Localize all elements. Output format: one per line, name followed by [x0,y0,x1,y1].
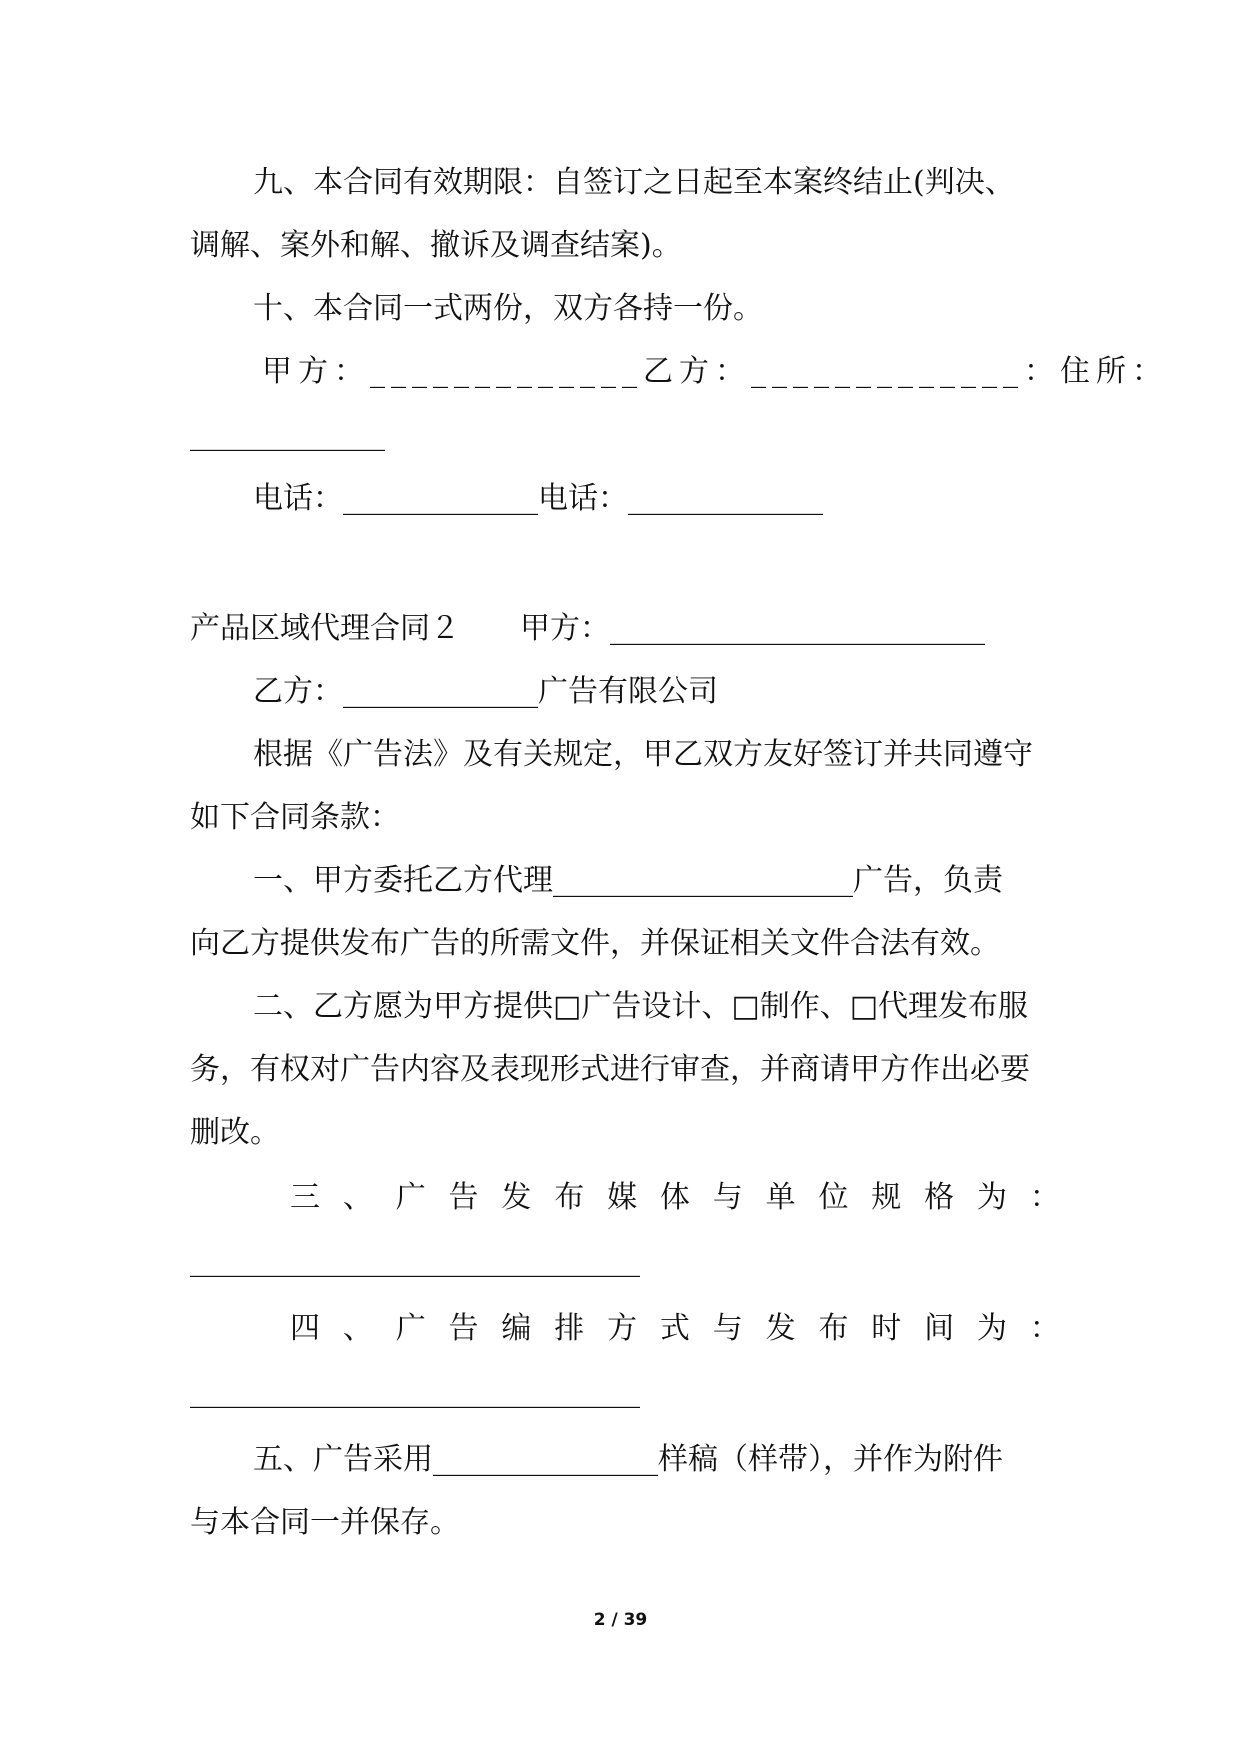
intro-line2: 如下合同条款： [190,800,400,835]
clause3-char: 体 [659,1180,690,1215]
clause4-char: 方 [607,1311,638,1346]
page-number: 2 / 39 [593,1610,648,1630]
clause3-char: 布 [554,1180,585,1215]
clause2-line2: 务，有权对广告内容及表现形式进行审查，并商请甲方作出必要 [190,1052,1030,1087]
clause1-line1: 一、甲方委托乙方代理____________________广告，负责 [253,863,1003,898]
clause4-blank: ______________________________ [190,1374,640,1409]
clause4-char: 广 [395,1311,426,1346]
clause3-char: 广 [395,1180,426,1215]
clause3-char: 格 [924,1180,955,1215]
contract2-header: 产品区域代理合同２ 甲方：_________________________ [190,611,985,646]
party-line1: 甲方：_____________乙方：_____________：住所： [262,354,1168,389]
clause4-char: 为 [976,1311,1007,1346]
clause9-line1: 九、本合同有效期限：自签订之日起至本案终结止(判决、 [253,165,1015,200]
clause3-char: 三 [290,1180,320,1215]
clause4-heading [290,1309,1060,1349]
clause4-char: 四 [290,1311,320,1346]
clause4-char: 编 [501,1311,532,1346]
clause4-char: 间 [924,1311,955,1346]
clause3-char: 规 [871,1180,902,1215]
clause5-line2: 与本合同一并保存。 [190,1505,460,1540]
clause4-char: 式 [659,1311,690,1346]
clause4-char: 、 [342,1311,373,1346]
clause5-line1: 五、广告采用_______________样稿（样带），并作为附件 [253,1442,1003,1477]
clause3-char: 媒 [607,1180,638,1215]
party-line2: _____________ [190,417,385,452]
clause3-char: 、 [342,1180,373,1215]
clause3-char: 为 [976,1180,1007,1215]
intro-line1: 根据《广告法》及有关规定，甲乙双方友好签订并共同遵守 [253,737,1033,772]
clause4-char: 布 [818,1311,849,1346]
clause4-char: 发 [765,1311,796,1346]
clause3-char: ： [1029,1180,1060,1215]
clause4-char: 告 [448,1311,479,1346]
clause3-char: 位 [818,1180,849,1215]
phone-line: 电话：_____________电话：_____________ [253,481,823,516]
clause4-char: 与 [712,1311,743,1346]
clause3-char: 与 [712,1180,743,1215]
clause4-char: 排 [554,1311,585,1346]
clause2-line3: 删改。 [190,1115,280,1150]
clause3-char: 发 [501,1180,532,1215]
clause3-heading [290,1178,1060,1218]
clause4-char: 时 [871,1311,902,1346]
clause3-char: 单 [765,1180,796,1215]
clause9-line2: 调解、案外和解、撤诉及调查结案)。 [190,228,682,263]
clause1-line2: 向乙方提供发布广告的所需文件，并保证相关文件合法有效。 [190,926,1000,961]
clause2-line1: 二、乙方愿为甲方提供□广告设计、□制作、□代理发布服 [253,989,1029,1024]
party-b-line: 乙方：_____________广告有限公司 [253,674,718,709]
clause3-char: 告 [448,1180,479,1215]
clause4-char: ： [1029,1311,1060,1346]
clause10: 十、本合同一式两份，双方各持一份。 [253,291,763,326]
clause3-blank: ______________________________ [190,1243,640,1278]
